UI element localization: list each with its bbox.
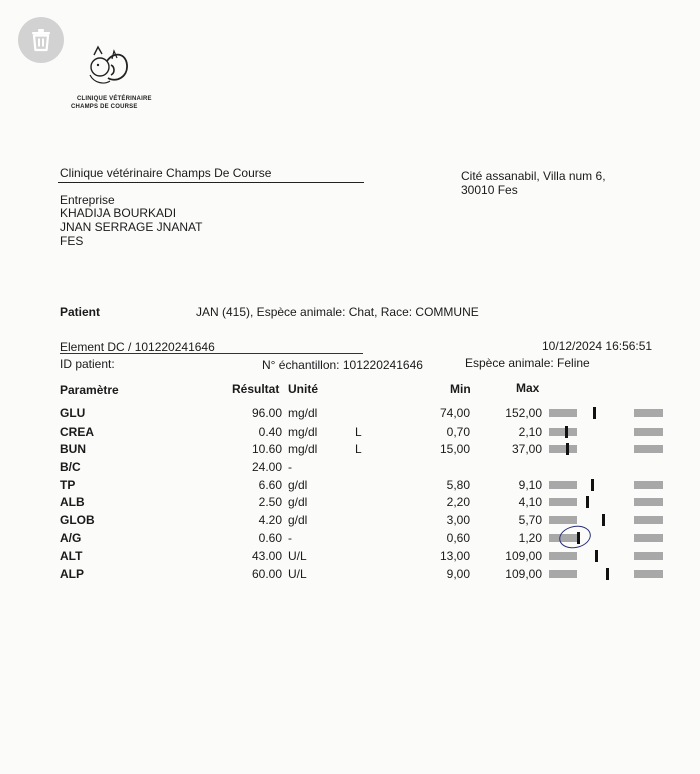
range-bar [549,409,663,417]
row-min: 0,70 [446,425,470,439]
row-param: B/C [60,460,81,474]
row-unit: mg/dl [288,442,318,456]
logo-text-line2: CHAMPS DE COURSE [71,104,138,110]
client-label: Entreprise [60,193,115,207]
row-unit: - [288,460,292,474]
range-bar [549,498,663,506]
header-parametre: Paramètre [60,383,119,397]
range-bar-high-band [634,409,663,417]
row-param: ALP [60,567,84,581]
range-bar-low-band [549,498,577,506]
row-flag: L [355,425,362,439]
range-bar-low-band [549,552,577,560]
clinic-address-line2: 30010 Fes [461,183,518,197]
element-underline [60,353,363,354]
row-max: 109,00 [505,549,542,563]
row-unit: g/dl [288,513,308,527]
header-divider [58,182,364,183]
row-min: 2,20 [446,495,470,509]
row-result: 6.60 [258,478,282,492]
range-bar-marker [595,550,598,562]
row-unit: mg/dl [288,425,318,439]
sample-datetime: 10/12/2024 16:56:51 [542,339,653,353]
row-result: 4.20 [258,513,282,527]
range-bar-marker [586,496,589,508]
row-param: GLU [60,406,86,420]
row-min: 3,00 [446,513,470,527]
clinic-logo [84,45,132,91]
range-bar [549,428,663,436]
row-param: GLOB [60,513,95,527]
range-bar-high-band [634,498,663,506]
row-param: ALT [60,549,83,563]
range-bar-high-band [634,552,663,560]
handwritten-circle [557,523,593,551]
row-unit: g/dl [288,478,308,492]
range-bar [549,552,663,560]
header-max: Max [516,381,540,395]
row-result: 2.50 [258,495,282,509]
range-bar-marker [606,568,609,580]
element-dc: Element DC / 101220241646 [60,340,215,354]
patient-label: Patient [60,305,101,319]
row-min: 74,00 [439,406,470,420]
row-result: 0.60 [258,531,282,545]
row-max: 9,10 [518,478,542,492]
delete-button[interactable] [18,17,64,63]
clinic-address-line1: Cité assanabil, Villa num 6, [461,169,606,183]
row-unit: U/L [288,567,307,581]
range-bar-high-band [634,534,663,542]
range-bar-marker [566,443,569,455]
client-city: FES [60,234,84,248]
row-result: 24.00 [251,460,282,474]
row-min: 13,00 [439,549,470,563]
client-name: KHADIJA BOURKADI [60,206,177,220]
row-param: BUN [60,442,86,456]
row-max: 109,00 [505,567,542,581]
range-bar-low-band [549,428,577,436]
row-min: 9,00 [446,567,470,581]
range-bar-marker [565,426,568,438]
range-bar-high-band [634,445,663,453]
row-unit: - [288,531,292,545]
range-bar-marker [591,479,594,491]
row-unit: U/L [288,549,307,563]
header-min: Min [450,382,471,396]
row-unit: g/dl [288,495,308,509]
clinic-name: Clinique vétérinaire Champs De Course [60,166,272,180]
row-max: 1,20 [518,531,542,545]
range-bar-low-band [549,570,577,578]
species: Espèce animale: Feline [465,356,590,370]
row-result: 96.00 [251,406,282,420]
patient-id-label: ID patient: [60,357,115,371]
range-bar [549,516,663,524]
row-max: 5,70 [518,513,542,527]
range-bar-marker [593,407,596,419]
row-param: ALB [60,495,85,509]
range-bar-high-band [634,481,663,489]
range-bar-high-band [634,428,663,436]
range-bar [549,445,663,453]
trash-icon [30,28,52,52]
row-max: 37,00 [511,442,542,456]
header-unite: Unité [288,382,318,396]
range-bar-low-band [549,409,577,417]
row-param: CREA [60,425,95,439]
row-min: 5,80 [446,478,470,492]
range-bar-marker [602,514,605,526]
row-min: 15,00 [439,442,470,456]
row-flag: L [355,442,362,456]
row-max: 152,00 [505,406,542,420]
range-bar-high-band [634,570,663,578]
logo-text-line1: CLINIQUE VÉTÉRINAIRE [77,96,152,102]
row-unit: mg/dl [288,406,318,420]
row-min: 0,60 [446,531,470,545]
row-result: 0.40 [258,425,282,439]
row-max: 4,10 [518,495,542,509]
row-result: 10.60 [251,442,282,456]
row-param: TP [60,478,76,492]
range-bar-low-band [549,481,577,489]
patient-value: JAN (415), Espèce animale: Chat, Race: COMMUNE [196,305,479,319]
range-bar-low-band [549,516,577,524]
header-resultat: Résultat [232,382,280,396]
range-bar-high-band [634,516,663,524]
row-param: A/G [60,531,82,545]
row-result: 43.00 [251,549,282,563]
client-address: JNAN SERRAGE JNANAT [60,220,203,234]
row-max: 2,10 [518,425,542,439]
range-bar [549,570,663,578]
sample-number: N° échantillon: 101220241646 [262,358,423,372]
row-result: 60.00 [251,567,282,581]
range-bar [549,481,663,489]
range-bar-low-band [549,445,577,453]
